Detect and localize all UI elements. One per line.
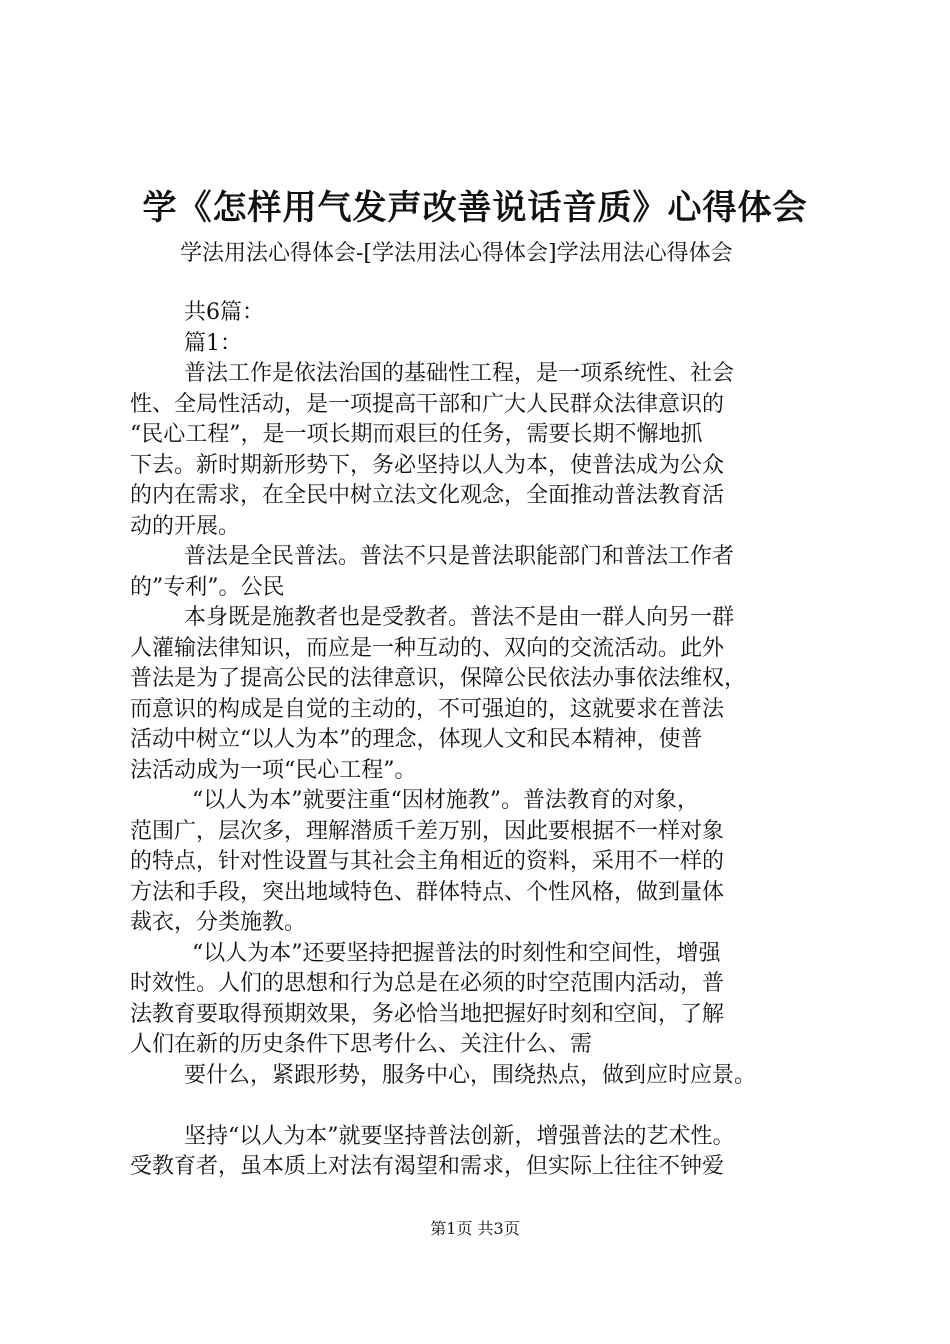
body-line: 坚持“以人为本”就要坚持普法创新，增强普法的艺术性。 xyxy=(184,1123,735,1149)
body-line: 的特点，针对性设置与其社会主角相近的资料，采用不一样的 xyxy=(130,849,725,874)
body-line: “以人为本”就要注重“因材施教”。普法教育的对象， xyxy=(192,788,699,813)
body-line: “民心工程”，是一项长期而艰巨的任务，需要长期不懈地抓 xyxy=(130,422,703,447)
body-line: 法教育要取得预期效果，务必恰当地把握好时刻和空间，了解 xyxy=(130,1001,725,1027)
paragraph-gap xyxy=(130,1091,830,1122)
document-title: 学《怎样用气发声改善说话音质》心得体会 xyxy=(142,188,808,228)
body-line: 范围广，层次多，理解潜质千差万别，因此要根据不一样对象 xyxy=(130,818,725,844)
body-line: 本身既是施教者也是受教者。普法不是由一群人向另一群 xyxy=(184,605,735,630)
body-line: 共6篇： xyxy=(184,300,264,325)
body-line: “以人为本”还要坚持把握普法的时刻性和空间性，增强 xyxy=(192,940,721,966)
body-line: 的内在需求，在全民中树立法文化观念，全面推动普法教育活 xyxy=(130,483,725,508)
body-line: 人们在新的历史条件下思考什么、关注什么、需 xyxy=(130,1032,593,1057)
body-line: 要什么，紧跟形势，服务中心，围绕热点，做到应时应景。 xyxy=(184,1062,757,1088)
body-line: 普法工作是依法治国的基础性工程，是一项系统性、社会 xyxy=(184,361,735,386)
body-line: 人灌输法律知识，而应是一种互动的、双向的交流活动。此外 xyxy=(130,635,725,661)
body-line: 时效性。人们的思想和行为总是在必须的时空范围内活动，普 xyxy=(130,971,725,996)
document-body xyxy=(130,298,830,1183)
body-line: 裁衣，分类施教。 xyxy=(130,910,307,935)
body-line: 方法和手段，突出地域特色、群体特点、个性风格，做到量体 xyxy=(130,879,725,905)
document-subtitle: 学法用法心得体会-[学法用法心得体会]学法用法心得体会 xyxy=(180,241,733,266)
page-footer: 第1页 共3页 xyxy=(430,1219,520,1238)
body-line: 的”专利”。公民 xyxy=(130,574,285,600)
body-line: 篇1： xyxy=(184,330,242,356)
body-line: 而意识的构成是自觉的主动的，不可强迫的，这就要求在普法 xyxy=(130,696,725,722)
body-line: 受教育者，虽本质上对法有渴望和需求，但实际上往往不钟爱 xyxy=(130,1154,725,1179)
body-line: 性、全局性活动，是一项提高干部和广大人民群众法律意识的 xyxy=(130,391,725,417)
body-line: 动的开展。 xyxy=(130,513,241,539)
body-line: 下去。新时期新形势下，务必坚持以人为本，使普法成为公众 xyxy=(130,452,725,478)
body-line: 普法是全民普法。普法不只是普法职能部门和普法工作者 xyxy=(184,544,735,569)
body-line: 普法是为了提高公民的法律意识，保障公民依法办事依法维权， xyxy=(130,666,747,691)
body-line: 法活动成为一项“民心工程”。 xyxy=(130,757,417,783)
body-line: 活动中树立“以人为本”的理念，体现人文和民本精神，使普 xyxy=(130,727,703,752)
